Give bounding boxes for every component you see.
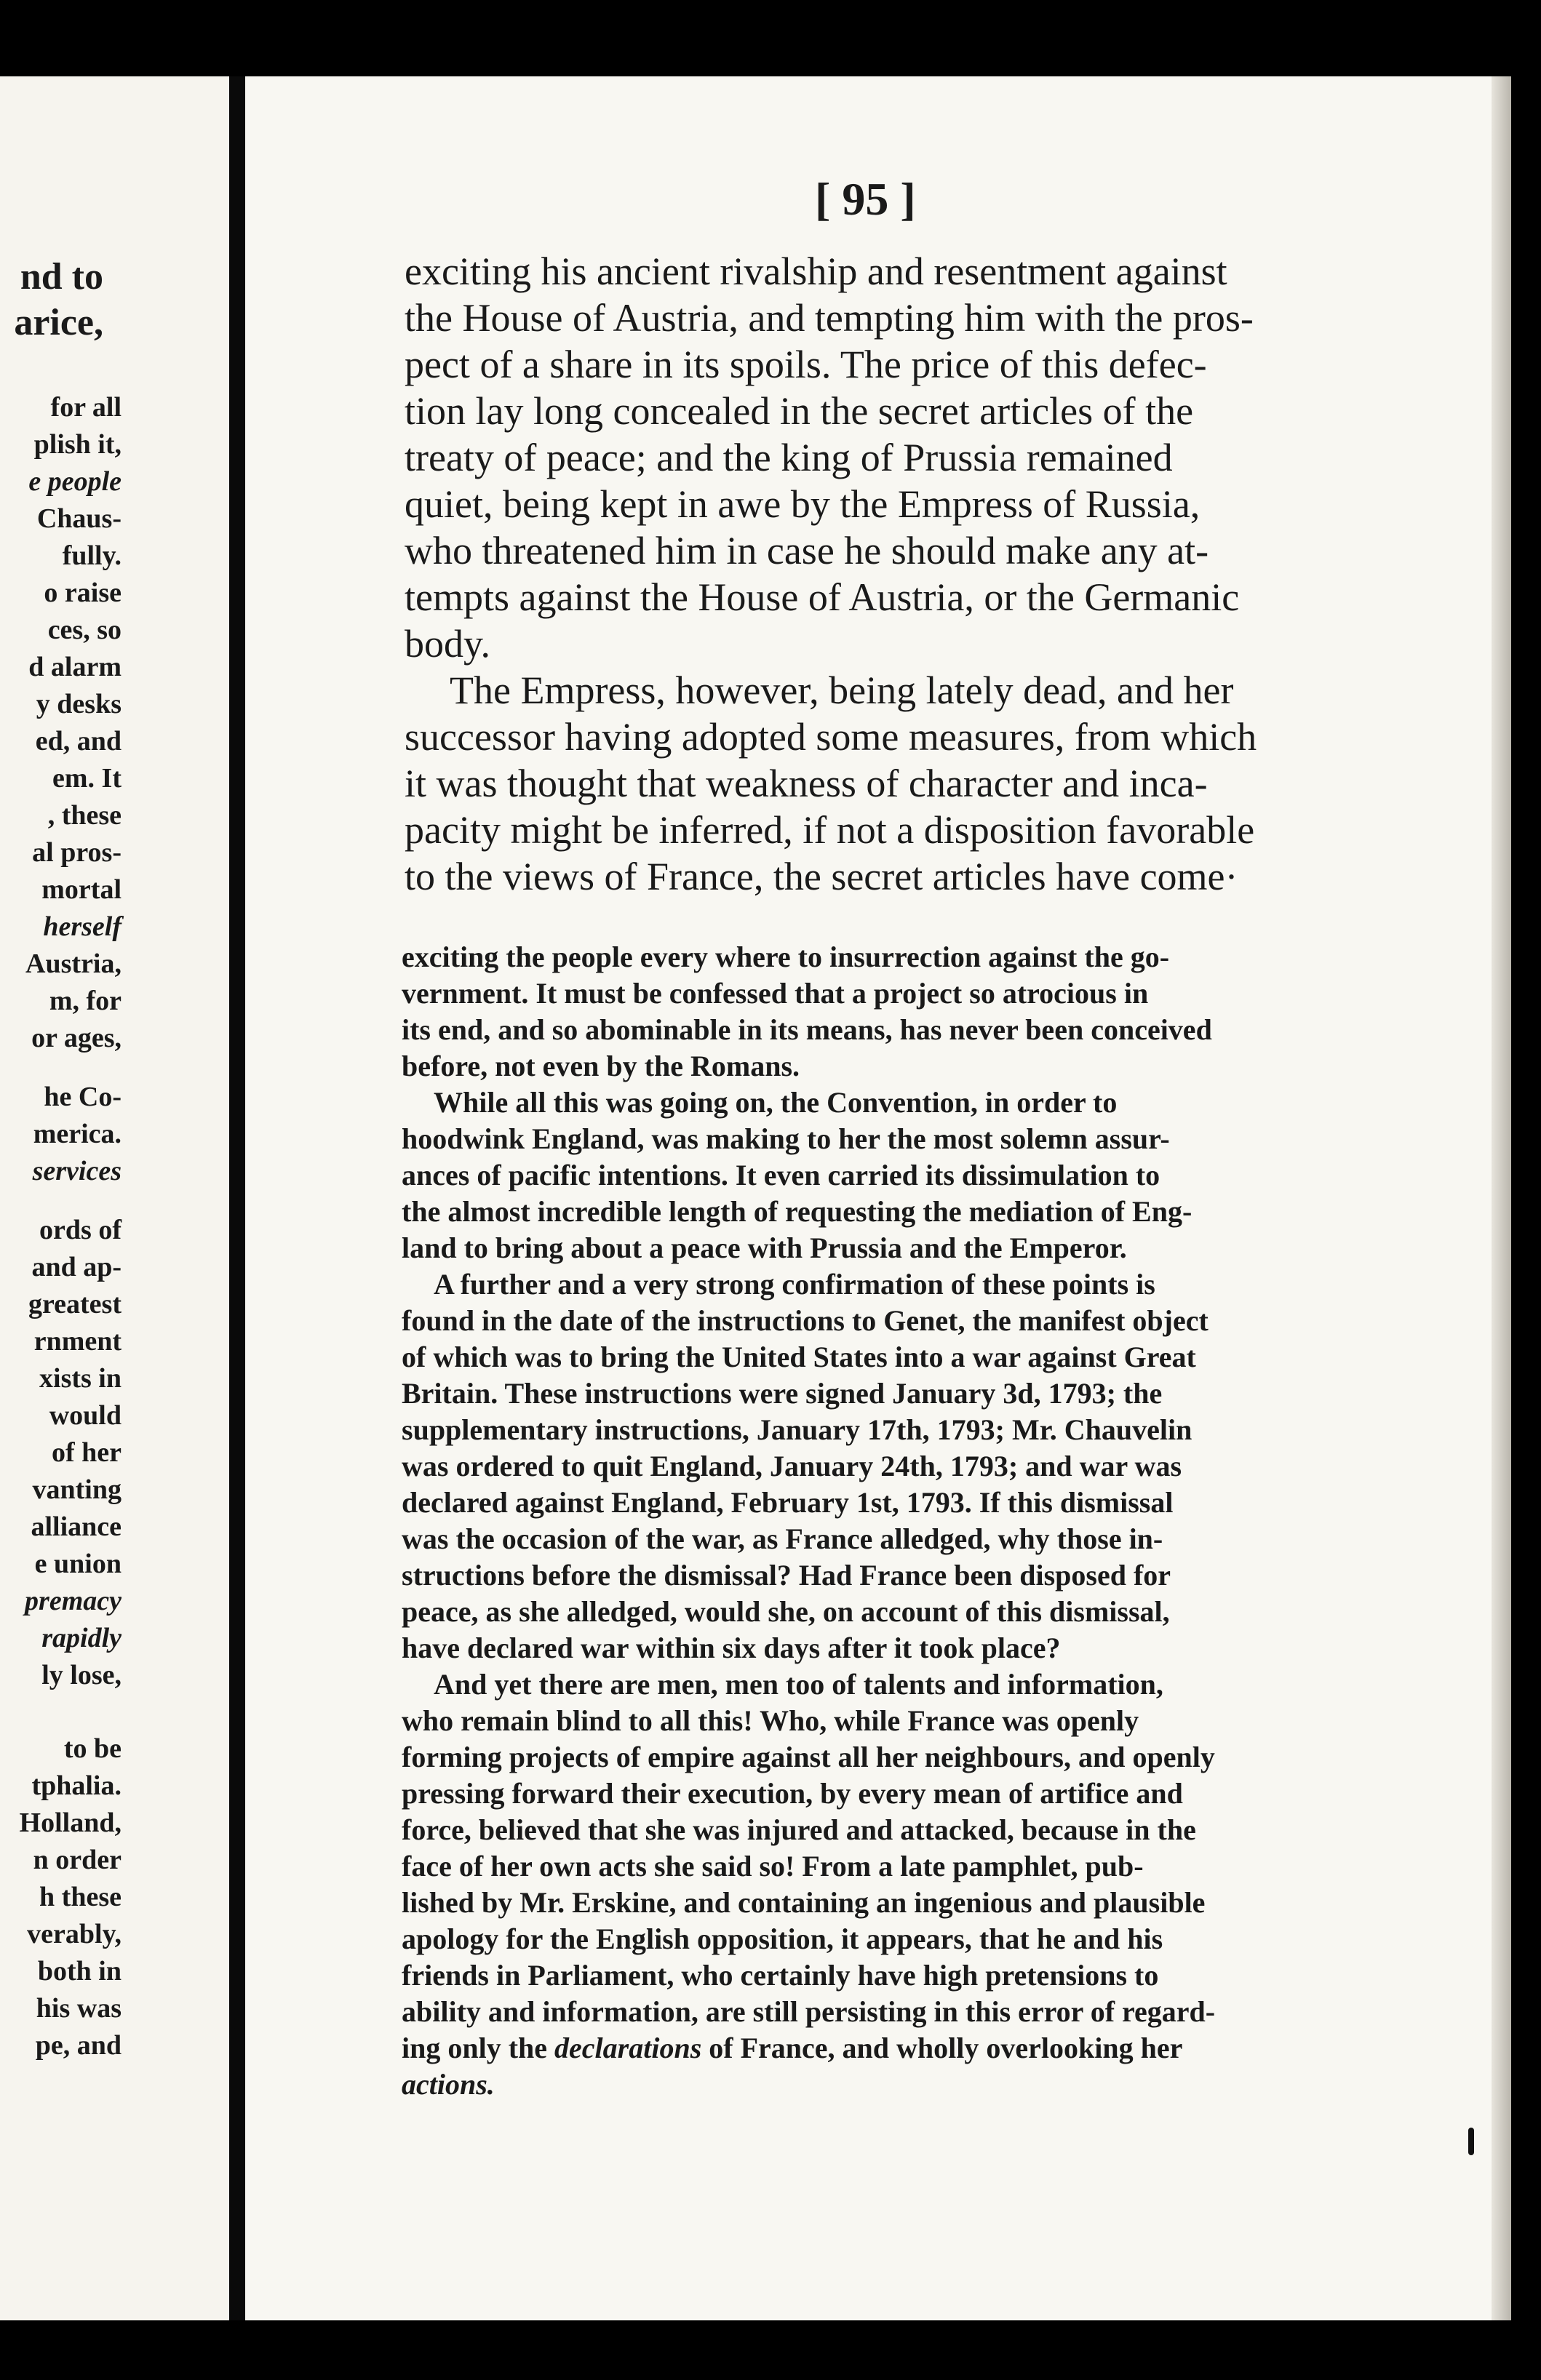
text-line: friends in Parliament, who certainly have high pretensions to xyxy=(402,1959,1159,1992)
line-start: ing only the xyxy=(402,2032,548,2064)
left-fragment: em. It xyxy=(52,763,122,794)
text-line: found in the date of the instructions to Genet, the manifest object xyxy=(402,1304,1208,1337)
left-fragment: arice, xyxy=(14,302,103,343)
text-line: forming projects of empire against all her neighbours, and openly xyxy=(402,1741,1215,1773)
text-line: declared against England, February 1st, 1793. If this dismissal xyxy=(402,1486,1174,1519)
left-fragment: , these xyxy=(47,800,122,831)
left-fragment: services xyxy=(32,1156,122,1186)
text-line: Britain. These instructions were signed January 3d, 1793; the xyxy=(402,1377,1163,1410)
book-gutter xyxy=(229,76,245,2320)
text-line: of which was to bring the United States into a war against Great xyxy=(402,1341,1196,1373)
text-line: was the occasion of the war, as France alledged, why those in- xyxy=(402,1522,1163,1555)
text-line: structions before the dismissal? Had France been disposed for xyxy=(402,1559,1171,1592)
italic-word: declarations xyxy=(554,2032,702,2064)
left-fragment: plish it, xyxy=(33,429,122,460)
left-fragment: d alarm xyxy=(28,652,122,682)
text-line: land to bring about a peace with Prussia and the Emperor. xyxy=(402,1231,1127,1264)
left-fragment: his was xyxy=(36,1993,122,2024)
text-line: the House of Austria, and tempting him with the pros- xyxy=(405,296,1254,340)
text-line: before, not even by the Romans. xyxy=(402,1050,800,1082)
text-line: ability and information, are still persisting in this error of regard- xyxy=(402,1995,1216,2028)
left-fragment: y desks xyxy=(36,689,122,719)
left-fragment: merica. xyxy=(33,1119,122,1149)
text-line: was ordered to quit England, January 24th, 1793; and war was xyxy=(402,1450,1182,1482)
left-fragment: to be xyxy=(63,1733,122,1764)
text-line: body. xyxy=(405,622,490,666)
text-line: who threatened him in case he should make any at- xyxy=(405,529,1209,572)
left-fragment: alliance xyxy=(31,1512,122,1542)
left-fragment: both in xyxy=(37,1956,122,1986)
left-fragment: h these xyxy=(39,1882,122,1912)
text-line: The Empress, however, being lately dead, and her xyxy=(450,668,1234,712)
left-fragment: vanting xyxy=(32,1474,122,1505)
left-fragment: premacy xyxy=(25,1586,122,1616)
text-line: to the views of France, the secret articles have come· xyxy=(405,855,1238,898)
left-fragment: nd to xyxy=(20,256,103,298)
text-line: pacity might be inferred, if not a disposition favorable xyxy=(405,808,1255,852)
left-fragment: e people xyxy=(28,466,122,497)
left-fragment: fully. xyxy=(62,540,122,571)
line-end: of France, and wholly overlooking her xyxy=(709,2032,1183,2064)
left-fragment: ords of xyxy=(39,1215,122,1245)
left-fragment: would xyxy=(49,1400,122,1431)
text-line: treaty of peace; and the king of Prussia remained xyxy=(405,436,1173,479)
left-fragment: Holland, xyxy=(19,1808,122,1838)
text-line: have declared war within six days after it took place? xyxy=(402,1632,1061,1664)
text-line: tempts against the House of Austria, or the Germanic xyxy=(405,575,1240,619)
left-fragment: greatest xyxy=(28,1289,122,1319)
text-line: it was thought that weakness of character and inca- xyxy=(405,762,1208,805)
left-fragment: verably, xyxy=(27,1919,122,1949)
text-line xyxy=(402,2034,1182,2063)
text-line: lished by Mr. Erskine, and containing an ingenious and plausible xyxy=(402,1886,1206,1919)
left-fragment: o raise xyxy=(44,578,122,608)
page-number: [ 95 ] xyxy=(815,173,916,225)
left-fragment: he Co- xyxy=(44,1082,122,1112)
ink-mark xyxy=(1468,2128,1474,2155)
left-fragment: m, for xyxy=(49,986,122,1016)
text-line: force, believed that she was injured and attacked, because in the xyxy=(402,1813,1196,1846)
left-fragment: of her xyxy=(51,1437,122,1468)
left-fragment: pe, and xyxy=(35,2030,122,2061)
left-fragment: ces, so xyxy=(47,615,122,645)
text-line: the almost incredible length of requesting the mediation of Eng- xyxy=(402,1195,1192,1228)
page-edge xyxy=(1492,76,1511,2320)
left-fragment: rnment xyxy=(33,1326,122,1357)
text-line: hoodwink England, was making to her the most solemn assur- xyxy=(402,1122,1170,1155)
left-fragment: Chaus- xyxy=(36,503,122,534)
left-fragment: mortal xyxy=(41,874,122,905)
left-fragment: rapidly xyxy=(41,1623,122,1653)
left-fragment: Austria, xyxy=(25,949,122,979)
left-fragment: and ap- xyxy=(31,1252,122,1282)
left-fragment: tphalia. xyxy=(31,1770,122,1801)
text-line: vernment. It must be confessed that a project so atrocious in xyxy=(402,977,1149,1010)
left-fragment: for all xyxy=(50,392,122,423)
text-line: peace, as she alledged, would she, on account of this dismissal, xyxy=(402,1595,1170,1628)
left-fragment: ed, and xyxy=(35,726,122,756)
left-fragment: herself xyxy=(43,911,122,942)
left-fragment: ly lose, xyxy=(41,1660,122,1690)
text-line: pressing forward their execution, by every mean of artifice and xyxy=(402,1777,1183,1810)
text-line: A further and a very strong confirmation of these points is xyxy=(434,1268,1155,1301)
final-word: actions. xyxy=(402,2068,495,2101)
text-line: exciting the people every where to insurrection against the go- xyxy=(402,941,1170,973)
left-fragment: or ages, xyxy=(31,1023,122,1053)
text-line: And yet there are men, men too of talents and information, xyxy=(434,1668,1163,1701)
left-fragment: e union xyxy=(34,1549,122,1579)
text-line: apology for the English opposition, it appears, that he and his xyxy=(402,1922,1163,1955)
text-line: successor having adopted some measures, from which xyxy=(405,715,1257,759)
text-line: who remain blind to all this! Who, while France was openly xyxy=(402,1704,1139,1737)
text-line: While all this was going on, the Convention, in order to xyxy=(434,1086,1118,1119)
left-page xyxy=(0,76,229,2320)
text-line: its end, and so abominable in its means, has never been conceived xyxy=(402,1013,1212,1046)
left-fragment: xists in xyxy=(39,1363,122,1394)
text-line: exciting his ancient rivalship and resentment against xyxy=(405,249,1227,293)
text-line: pect of a share in its spoils. The price of this defec- xyxy=(405,343,1207,386)
text-line: tion lay long concealed in the secret articles of the xyxy=(405,389,1194,433)
left-fragment: al pros- xyxy=(32,837,122,868)
text-line: ances of pacific intentions. It even carried its dissimulation to xyxy=(402,1159,1160,1191)
left-fragment: n order xyxy=(33,1845,122,1875)
text-line: quiet, being kept in awe by the Empress of Russia, xyxy=(405,482,1200,526)
text-line: face of her own acts she said so! From a late pamphlet, pub- xyxy=(402,1850,1144,1882)
text-line: supplementary instructions, January 17th, 1793; Mr. Chauvelin xyxy=(402,1413,1192,1446)
